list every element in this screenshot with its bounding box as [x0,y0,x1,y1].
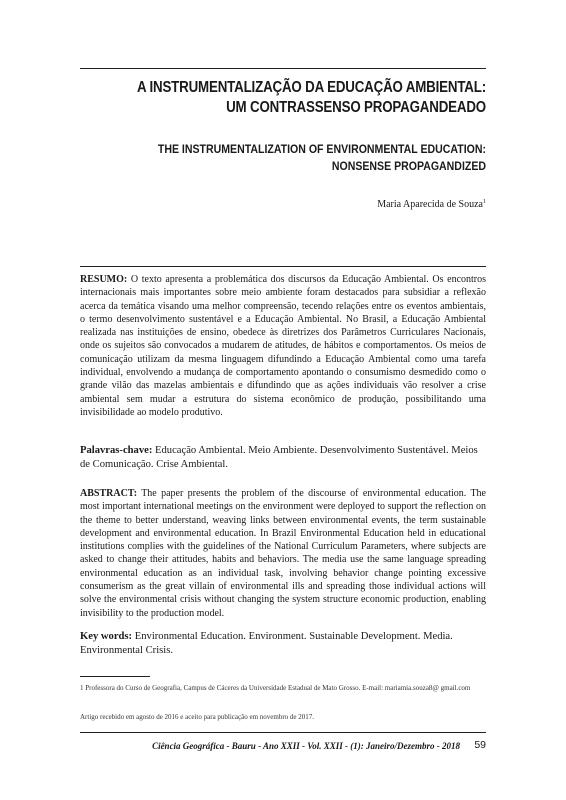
title-pt-line-1: A INSTRUMENTALIZAÇÃO DA EDUCAÇÃO AMBIENTAL: [136,79,486,96]
title-en-line-2: NONSENSE PROPAGANDIZED [331,159,486,173]
resumo-label: RESUMO: [80,274,128,285]
footnote-1: 1 Professora do Curso de Geografia, Campus de Cáceres da Universidade Estadual de Mato Grosso. E-mail: mariamia.souza8@ gmail.com [80,684,471,692]
palavras-chave-paragraph [80,444,486,472]
title-en-line-1: THE INSTRUMENTALIZATION OF ENVIRONMENTAL EDUCATION: [157,142,486,156]
footnote-separator [80,676,150,677]
abstract-label: ABSTRACT: [80,488,138,499]
journal-citation-text: Ciência Geográfica - Bauru - Ano XXII - Vol. XXII - (1): Janeiro/Dezembro - 2018 [152,741,460,751]
author-line [260,199,486,210]
palavras-chave-label: Palavras-chave: [80,445,153,456]
title-english [129,141,486,175]
top-rule [80,68,486,69]
footer-rule [80,732,486,733]
title-portuguese [137,78,486,118]
abstract-paragraph [80,487,486,620]
abstract-top-rule [80,266,486,267]
journal-citation [80,741,460,751]
keywords-label: Key words: [80,631,133,642]
received-note: Artigo recebido em agosto de 2016 e aceito para publicação em novembro de 2017. [80,713,315,721]
abstract-text: The paper presents the problem of the discourse of environmental education. The most important international meetings on the environment were deployed to support the reflection on the theme to better understand, weaving links between environmental events, the term sustainable development and environmental education. In Brazil Environmental Education held in educational institutions complies with the guidelines of the National Curriculum Parameters, where subjects are asked to change their attitudes, habits and behaviors. The media use the same language spreading environmental education as an individual task, involving behavior change pointing excessive consumerism as the great villain of environmental ills and spreading those individual actions will solve the environmental crisis without changing the system structure economic production, enabling invisibility to the production model. [80,488,486,619]
palavras-chave-text: Educação Ambiental. Meio Ambiente. Desenvolvimento Sustentável. Meios de Comunicação. Crise Ambiental. [80,445,478,470]
keywords-paragraph [80,630,486,658]
page-number: 59 [474,739,486,751]
title-pt-line-2: UM CONTRASSENSO PROPAGANDEADO [226,99,487,116]
author-footnote-marker: 1 [483,199,486,205]
keywords-text: Environmental Education. Environment. Sustainable Development. Media. Environmental Crisis. [80,631,453,656]
resumo-text: O texto apresenta a problemática dos discursos da Educação Ambiental. Os encontros internacionais mais importantes sobre meio ambiente foram destacados para subsidiar a reflexão acerca da temática visando uma melhor compreensão, tecendo relações entre os eventos ambientais, o termo desenvolvimento sustentável e a Educação Ambiental. No Brasil, a Educação Ambiental realizada nas instituições de ensino, obedece às diretrizes dos Parâmetros Curriculares Nacionais, onde os sujeitos são convocados a mudarem de atitudes, de hábitos e comportamentos. Os meios de comunicação utilizam da mesma linguagem difundindo a Educação Ambiental como uma tarefa individual, envolvendo a mudança de comportamento apontando o consumismo desmedido como o grande vilão das mazelas ambientais e difundindo que as ações individuais vão resolver a crise ambiental sem mudar a estrutura do sistema econômico de produção, possibilitando uma invisibilidade ao modelo produtivo. [80,274,487,418]
resumo-paragraph [80,273,486,419]
author-name: Maria Aparecida de Souza [377,199,483,210]
